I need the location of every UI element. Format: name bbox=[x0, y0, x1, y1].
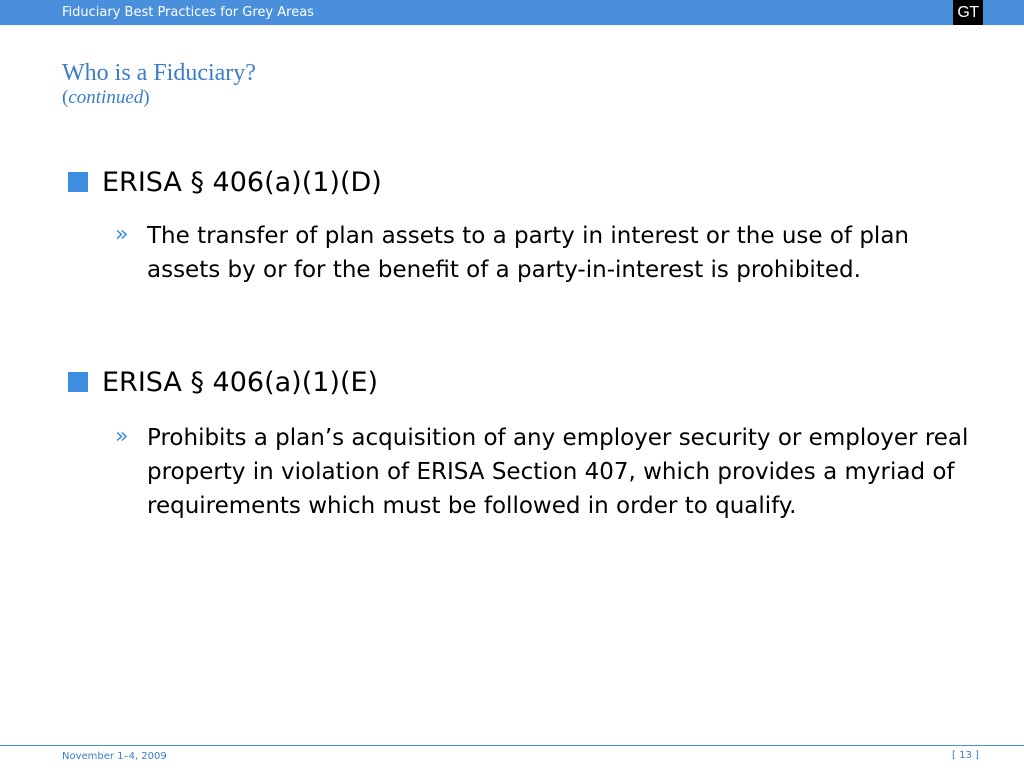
bullet-heading: ERISA § 406(a)(1)(E) bbox=[102, 367, 379, 398]
subtitle-continued: continued bbox=[68, 87, 144, 108]
footer-divider bbox=[0, 745, 1024, 746]
subtitle-open-paren: ( bbox=[62, 87, 69, 108]
presentation-title: Fiduciary Best Practices for Grey Areas bbox=[62, 5, 314, 20]
bullet-heading: ERISA § 406(a)(1)(D) bbox=[102, 167, 382, 198]
bullet-body-text: The transfer of plan assets to a party in interest or the use of plan assets by or for the benefit of a party-in-interest is prohibited. bbox=[147, 223, 909, 283]
square-bullet-icon bbox=[68, 172, 88, 192]
bullet-body-text: Prohibits a plan’s acquisition of any employer security or employer real property in violation of ERISA Section 407, which provides a myriad of requirements which must be followed in order to qualify. bbox=[147, 425, 969, 519]
page-number: [ 13 ] bbox=[952, 750, 979, 761]
subtitle-close-paren: ) bbox=[143, 87, 150, 108]
slide-subtitle bbox=[62, 86, 150, 110]
square-bullet-icon bbox=[68, 372, 88, 392]
header-bar bbox=[0, 0, 1024, 25]
double-chevron-icon: » bbox=[115, 222, 129, 247]
double-chevron-icon: » bbox=[115, 424, 129, 449]
slide-title: Who is a Fiduciary? bbox=[62, 60, 256, 86]
gt-logo: GT bbox=[953, 0, 983, 25]
footer-date: November 1–4, 2009 bbox=[62, 751, 167, 762]
